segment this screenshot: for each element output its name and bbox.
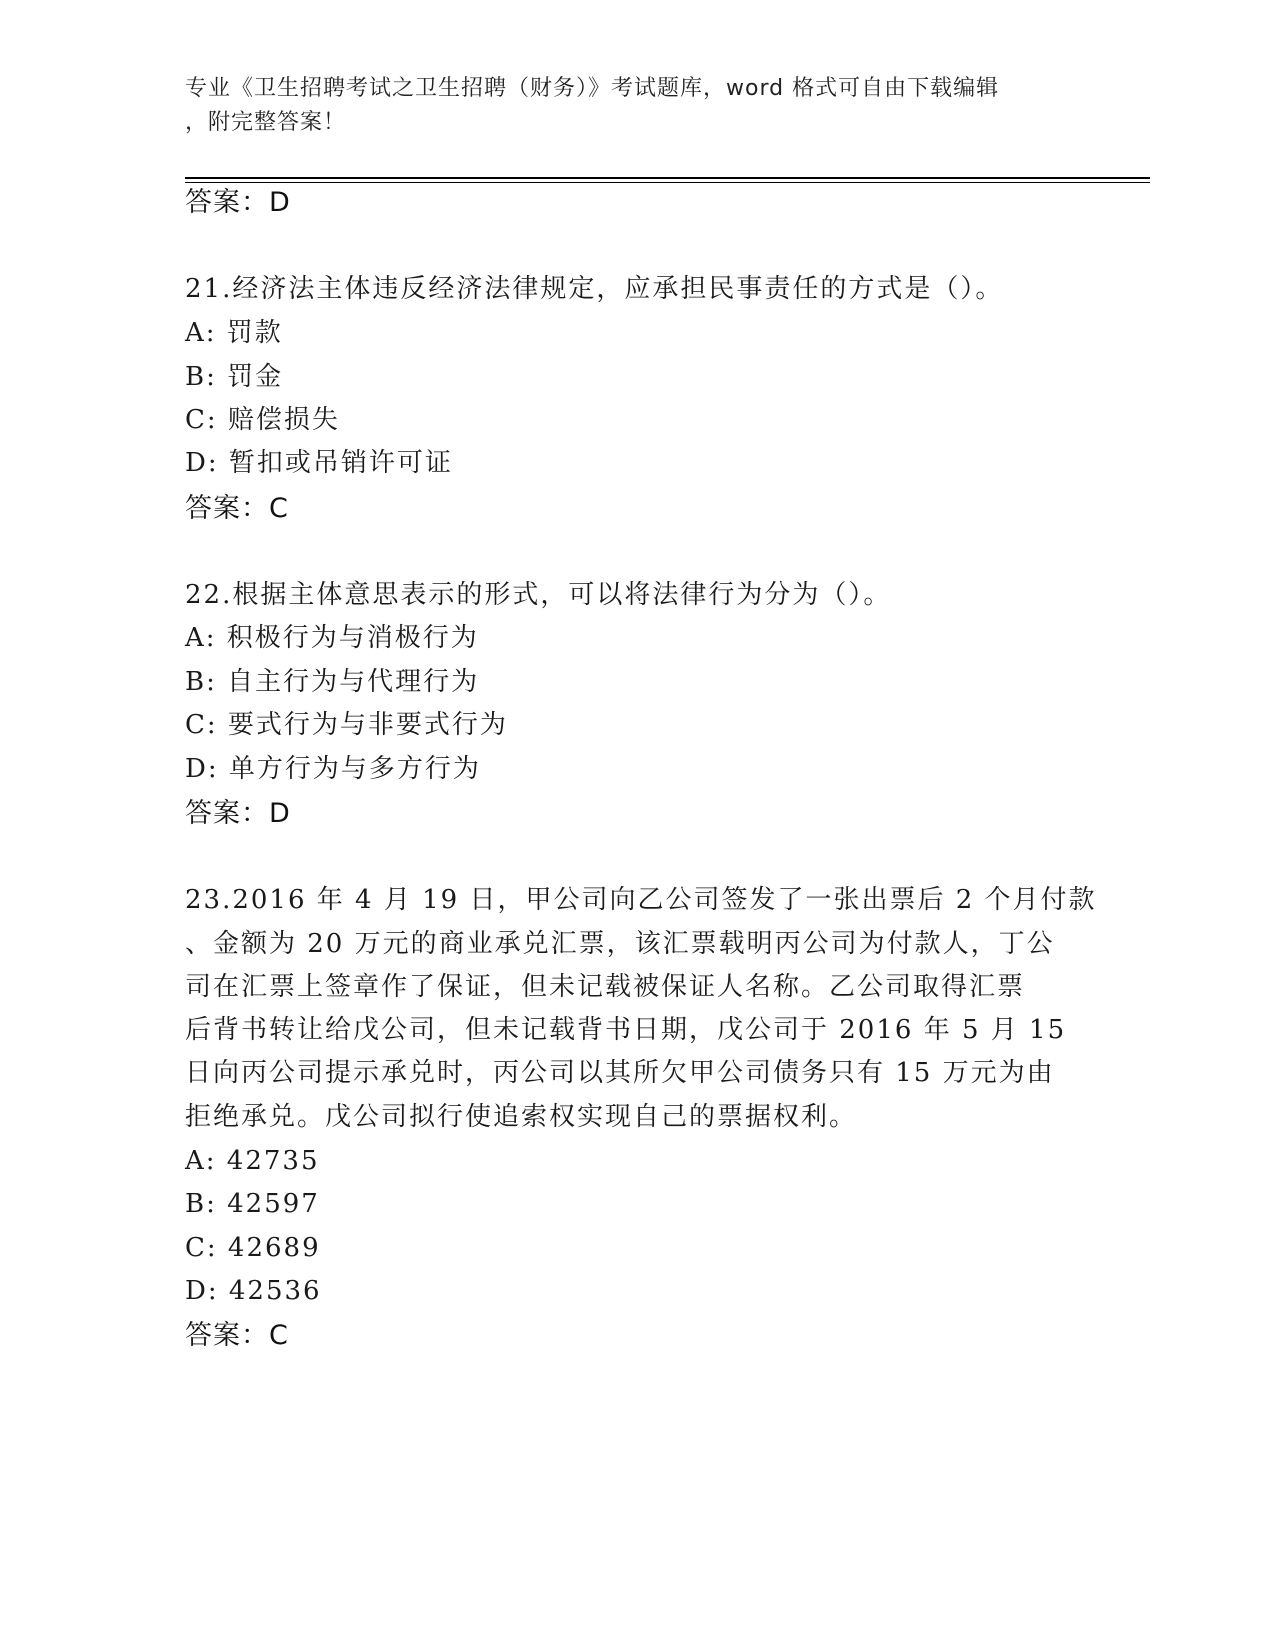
question-22-answer: 答案：D xyxy=(185,798,291,829)
question-22-option-c: C: 要式行为与非要式行为 xyxy=(185,710,508,740)
document-header xyxy=(185,72,1065,140)
question-23-stem-line-4: 后背书转让给戊公司，但未记载背书日期，戊公司于 2016 年 5 月 15 xyxy=(185,1015,1067,1045)
question-23-option-a: A: 42735 xyxy=(185,1146,320,1176)
previous-answer: 答案：D xyxy=(185,187,291,218)
question-21-stem: 21.经济法主体违反经济法律规定，应承担民事责任的方式是（）。 xyxy=(185,274,1004,304)
header-divider-thick xyxy=(185,177,1150,179)
question-23-stem-line-2: 、金额为 20 万元的商业承兑汇票，该汇票载明丙公司为付款人，丁公 xyxy=(185,929,1055,959)
header-divider-thin xyxy=(185,182,1150,183)
question-22-option-d: D: 单方行为与多方行为 xyxy=(185,754,481,784)
question-23-stem-line-5: 日向丙公司提示承兑时，丙公司以其所欠甲公司债务只有 15 万元为由 xyxy=(185,1058,1055,1088)
question-21-option-b: B: 罚金 xyxy=(185,362,284,392)
question-22-option-a: A: 积极行为与消极行为 xyxy=(185,623,479,653)
question-23-stem-line-3: 司在汇票上签章作了保证，但未记载被保证人名称。乙公司取得汇票 xyxy=(185,972,1026,1002)
question-23-stem-line-6: 拒绝承兑。戊公司拟行使追索权实现自己的票据权利。 xyxy=(185,1102,858,1132)
question-23-option-c: C: 42689 xyxy=(185,1233,321,1263)
question-21-option-c: C: 赔偿损失 xyxy=(185,405,340,435)
question-22-option-b: B: 自主行为与代理行为 xyxy=(185,667,480,697)
header-line-2: ，附完整答案！ xyxy=(185,110,347,135)
question-23-stem-line-1: 23.2016 年 4 月 19 日，甲公司向乙公司签发了一张出票后 2 个月付款 xyxy=(185,885,1097,915)
question-22-stem: 22.根据主体意思表示的形式，可以将法律行为分为（）。 xyxy=(185,580,892,610)
question-23-option-b: B: 42597 xyxy=(185,1189,320,1219)
question-23-answer: 答案：C xyxy=(185,1320,289,1351)
question-23-option-d: D: 42536 xyxy=(185,1276,322,1306)
question-21-option-a: A: 罚款 xyxy=(185,318,283,348)
header-line-1: 专业《卫生招聘考试之卫生招聘（财务）》考试题库，word 格式可自由下载编辑 xyxy=(185,76,1000,101)
question-21-option-d: D: 暂扣或吊销许可证 xyxy=(185,448,453,478)
question-21-answer: 答案：C xyxy=(185,493,289,524)
